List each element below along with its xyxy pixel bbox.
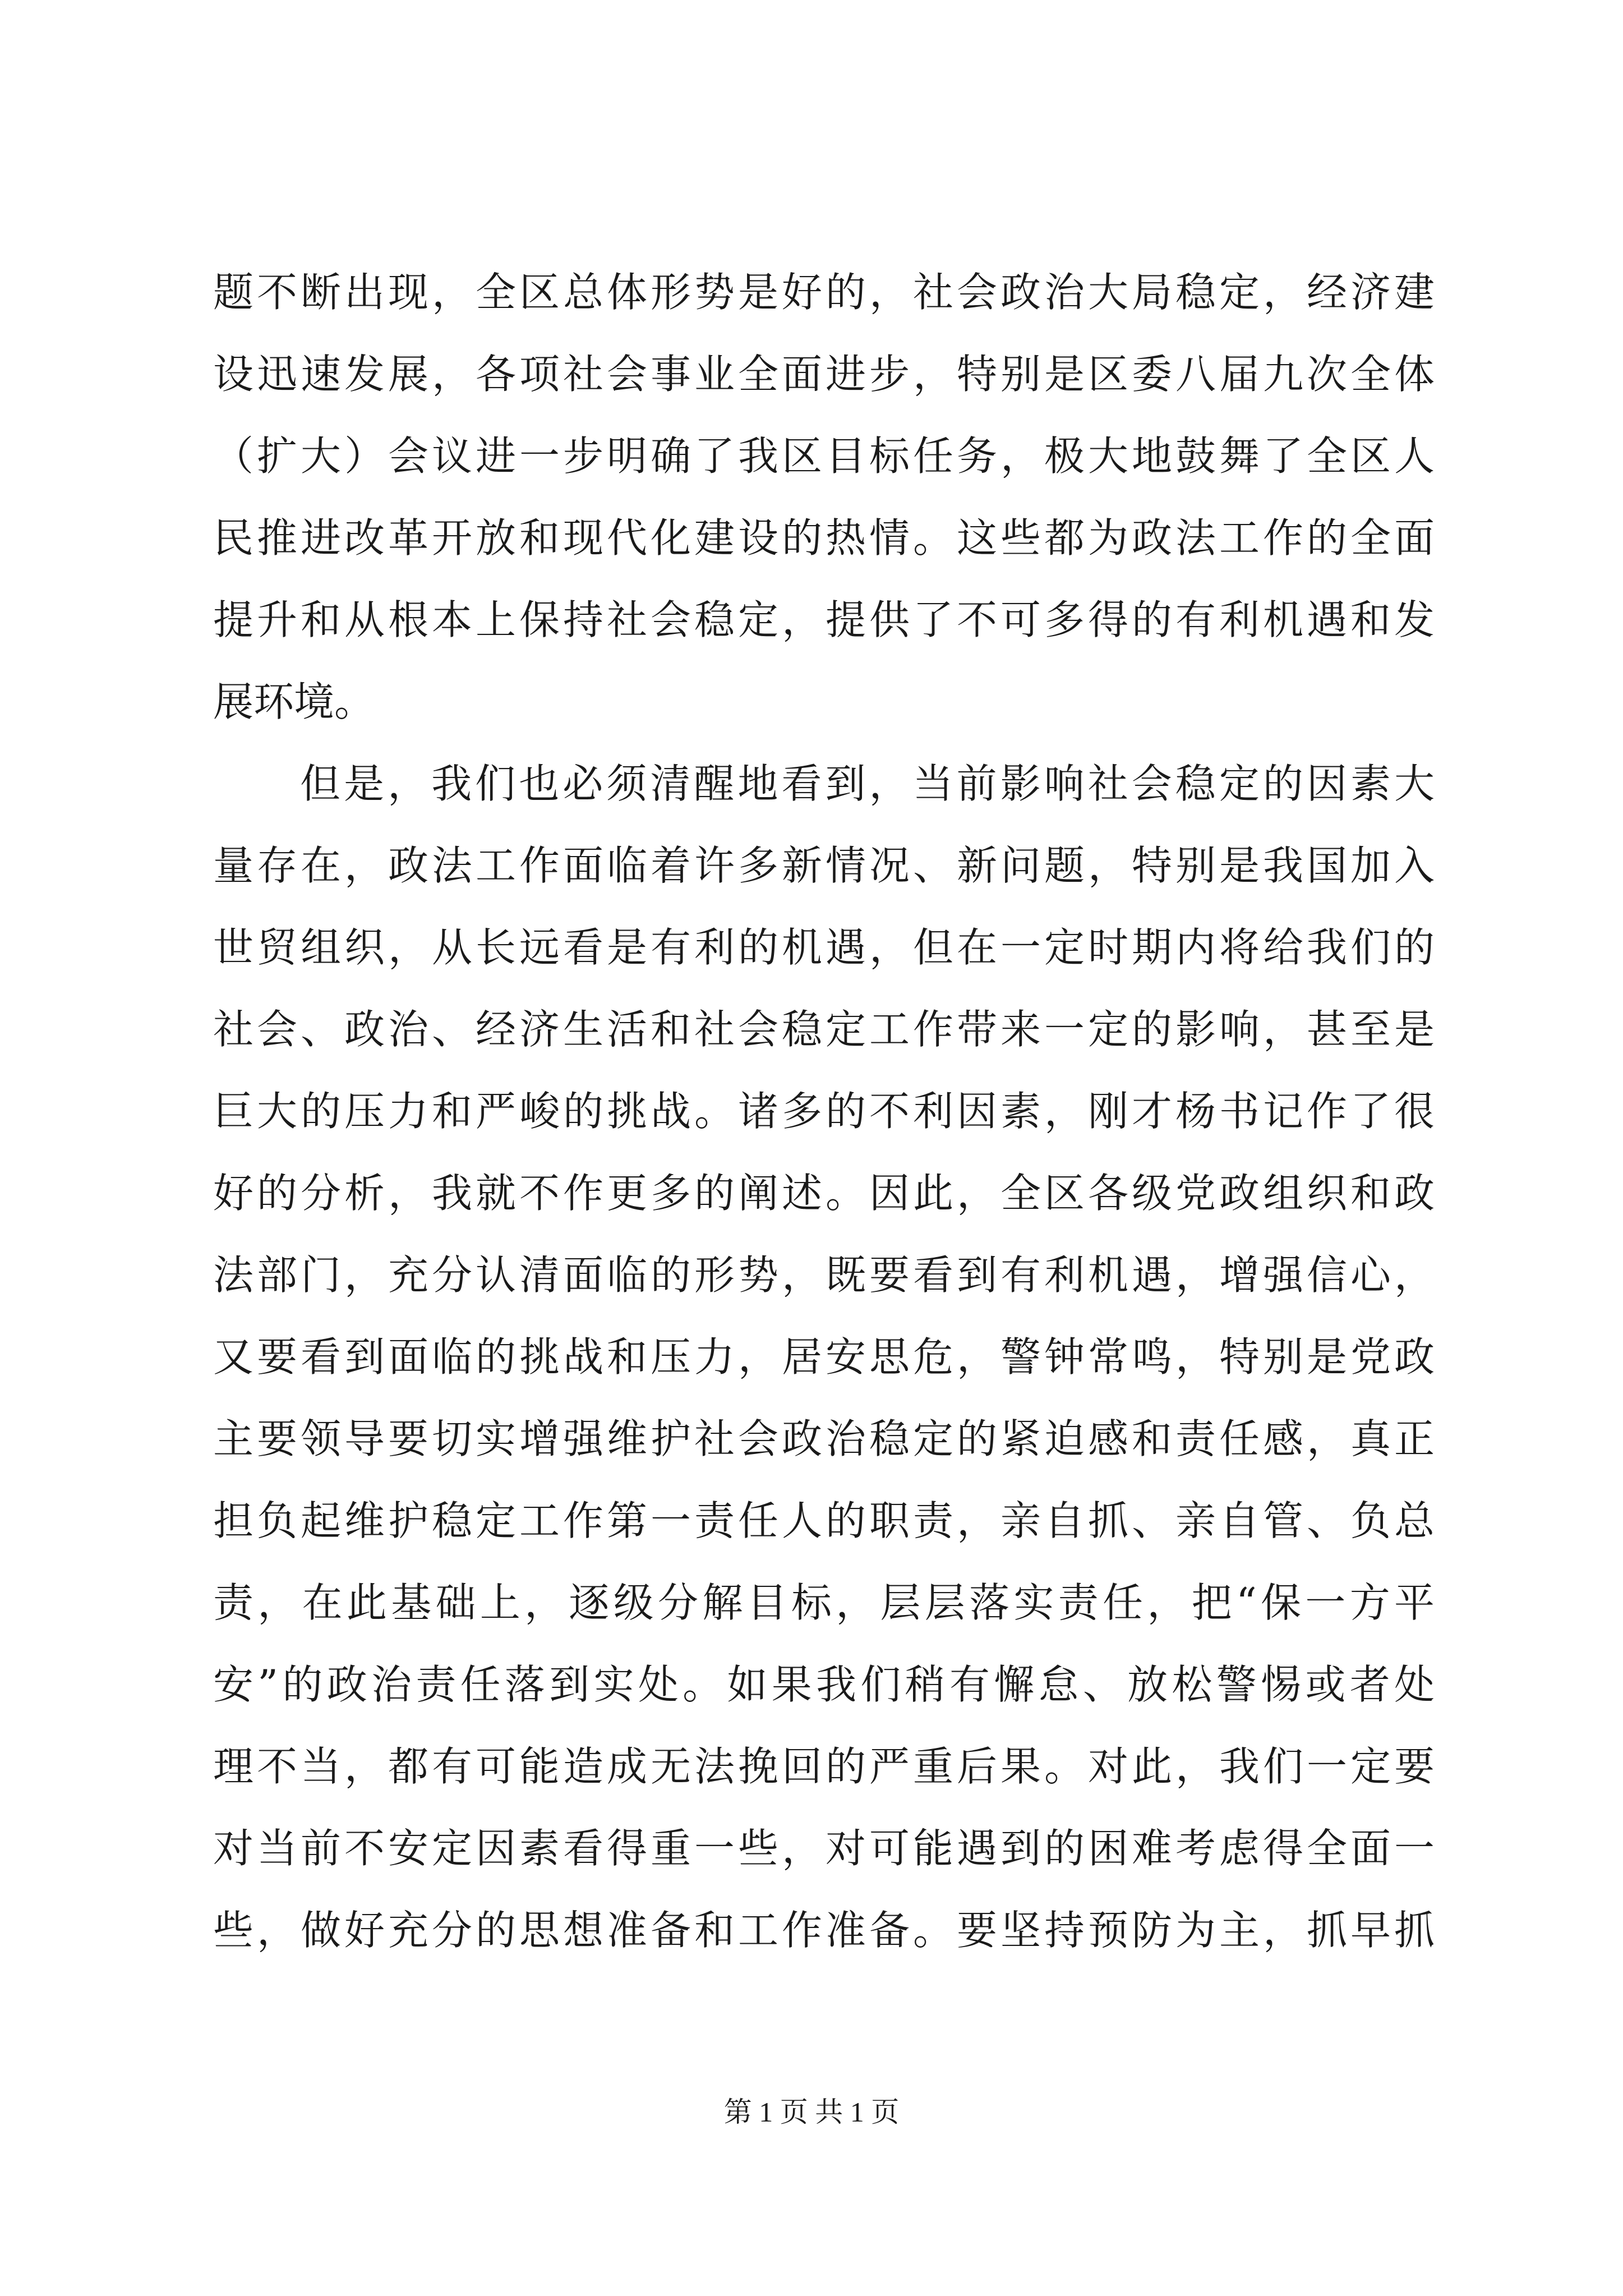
- text-line: 民推进改革开放和现代化建设的热情。这些都为政法工作的全面: [213, 514, 1435, 562]
- text-line: 责，在此基础上，逐级分解目标，层层落实责任，把“保一方平: [213, 1579, 1435, 1626]
- text-line: 又要看到面临的挑战和压力，居安思危，警钟常鸣，特别是党政: [213, 1333, 1435, 1381]
- paragraph: [213, 743, 1435, 1971]
- text-line: 安”的政治责任落到实处。如果我们稍有懈怠、放松警惕或者处: [213, 1661, 1435, 1708]
- document-body: [213, 251, 1435, 1971]
- page-footer: 第 1 页 共 1 页: [723, 2096, 900, 2128]
- text-line: 提升和从根本上保持社会稳定，提供了不可多得的有利机遇和发: [213, 596, 1435, 643]
- text-line: 题不断出现，全区总体形势是好的，社会政治大局稳定，经济建: [213, 269, 1435, 316]
- text-line: 设迅速发展，各项社会事业全面进步，特别是区委八届九次全体: [213, 351, 1435, 398]
- paragraph: [213, 251, 1435, 743]
- text-line: 社会、政治、经济生活和社会稳定工作带来一定的影响，甚至是: [213, 1006, 1435, 1053]
- text-line: 但是，我们也必须清醒地看到，当前影响社会稳定的因素大: [300, 760, 1435, 807]
- text-line: 法部门，充分认清面临的形势，既要看到有利机遇，增强信心，: [213, 1251, 1435, 1299]
- text-line: 量存在，政法工作面临着许多新情况、新问题，特别是我国加入: [213, 842, 1435, 889]
- text-line: 些，做好充分的思想准备和工作准备。要坚持预防为主，抓早抓: [213, 1907, 1435, 1954]
- text-line: 对当前不安定因素看得重一些，对可能遇到的困难考虑得全面一: [213, 1825, 1435, 1872]
- text-line: 担负起维护稳定工作第一责任人的职责，亲自抓、亲自管、负总: [213, 1497, 1435, 1544]
- text-line: 理不当，都有可能造成无法挽回的严重后果。对此，我们一定要: [213, 1743, 1435, 1790]
- text-line: 巨大的压力和严峻的挑战。诸多的不利因素，刚才杨书记作了很: [213, 1088, 1435, 1135]
- text-line: （扩大）会议进一步明确了我区目标任务，极大地鼓舞了全区人: [213, 432, 1435, 480]
- text-line: 展环境。: [213, 678, 375, 725]
- text-line: 主要领导要切实增强维护社会政治稳定的紧迫感和责任感，真正: [213, 1415, 1435, 1462]
- text-line: 世贸组织，从长远看是有利的机遇，但在一定时期内将给我们的: [213, 924, 1435, 971]
- text-line: 好的分析，我就不作更多的阐述。因此，全区各级党政组织和政: [213, 1170, 1435, 1217]
